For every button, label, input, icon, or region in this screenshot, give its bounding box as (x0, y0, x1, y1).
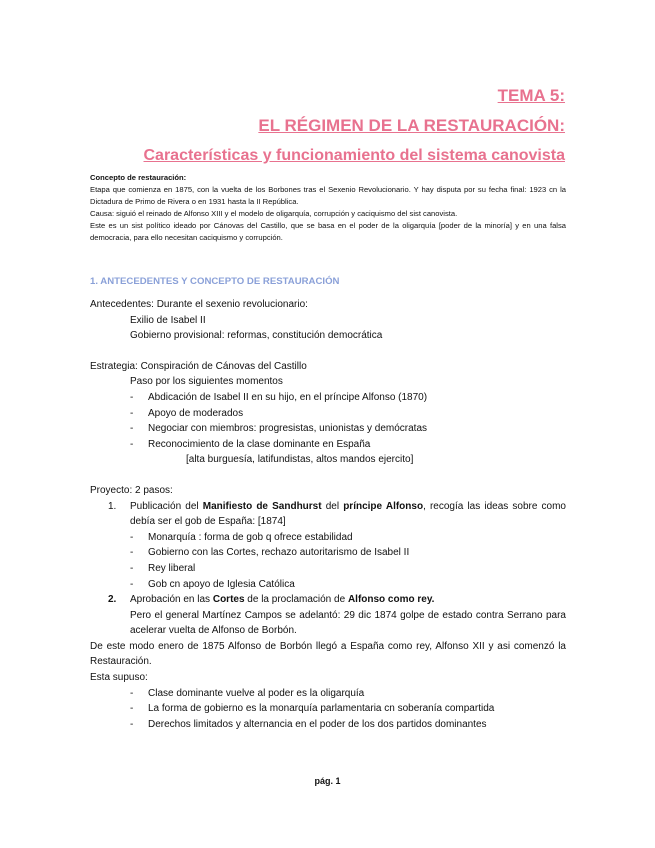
conclusion-line: De este modo enero de 1875 Alfonso de Borbón llegó a España como rey, Alfonso XII y asi comenzó la Restauración. (90, 640, 566, 668)
concept-heading: Concepto de restauración: (90, 173, 187, 182)
manifiesto-list (130, 530, 566, 592)
supuso-list (90, 686, 566, 733)
section-heading: 1. ANTECEDENTES Y CONCEPTO DE RESTAURACIÓN (90, 276, 340, 287)
list-item: - Negociar con miembros: progresistas, unionistas y demócratas (90, 421, 566, 437)
list-item: - Gob cn apoyo de Iglesia Católica (130, 577, 566, 593)
step-2 (90, 592, 566, 639)
list-item: - Reconocimiento de la clase dominante en España (90, 437, 566, 453)
list-item: - Monarquía : forma de gob q ofrece estabilidad (130, 530, 566, 546)
section-body (90, 297, 566, 732)
clase-note: [alta burguesía, latifundistas, altos mandos ejercito] (186, 454, 414, 466)
step-number: 2. (108, 594, 117, 606)
concept-causa: Causa: siguió el reinado de Alfonso XIII y el modelo de oligarquía, corrupción y caciquismo del sist canovista. (90, 209, 458, 218)
principe-bold: príncipe Alfonso (343, 500, 424, 512)
step-2-text: Aprobación en las Cortes de la proclamación de Alfonso como rey. (130, 594, 435, 606)
concept-sistema: Este es un sist político ideado por Cánovas del Castillo, que se basa en el poder de la oligarquía [poder de la minoría] y en una falsa democracia, para ello necesitan caciquismo y corrupción. (90, 221, 566, 242)
step-number: 1. (108, 500, 117, 512)
title-block (144, 86, 566, 166)
list-item: - Clase dominante vuelve al poder es la oligarquía (90, 686, 566, 702)
subtitle: Características y funcionamiento del sistema canovista (143, 147, 565, 164)
step-1-text: Publicación del Manifiesto de Sandhurst del príncipe Alfonso, recogía las ideas sobre como debía ser el gob de España: [1874] (130, 500, 566, 528)
tema-title: TEMA 5: (497, 86, 565, 105)
manifiesto-bold: Manifiesto de Sandhurst (202, 500, 322, 512)
step-1 (90, 499, 566, 593)
gobierno-line: Gobierno provisional: reformas, constitución democrática (130, 330, 383, 342)
step-2-detail: Pero el general Martínez Campos se adelantó: 29 dic 1874 golpe de estado contra Serrano para acelerar vuelta de Alfonso de Borbón. (130, 609, 566, 637)
momentos-list (90, 390, 566, 452)
page-number: pág. 1 (314, 776, 341, 786)
list-item: - Apoyo de moderados (90, 406, 566, 422)
list-item: - La forma de gobierno es la monarquía parlamentaria cn soberanía compartida (90, 701, 566, 717)
concept-etapa: Etapa que comienza en 1875, con la vuelta de los Borbones tras el Sexenio Revolucionario. Y hay disputa por su fecha final: 1923 cn la Dictadura de Primo de Rivera o en 1931 hasta la II República. (90, 185, 566, 206)
antecedentes-line: Antecedentes: Durante el sexenio revolucionario: (90, 299, 308, 310)
alfonso-rey-bold: Alfonso como rey. (347, 594, 435, 606)
list-item: - Gobierno con las Cortes, rechazo autoritarismo de Isabel II (130, 545, 566, 561)
list-item: - Derechos limitados y alternancia en el poder de los dos partidos dominantes (90, 717, 566, 733)
exilio-line: Exilio de Isabel II (130, 314, 206, 326)
estrategia-line: Estrategia: Conspiración de Cánovas del Castillo (90, 360, 307, 372)
proyecto-steps (90, 499, 566, 639)
cortes-bold: Cortes (212, 594, 245, 606)
supuso-line: Esta supuso: (90, 672, 148, 684)
proyecto-line: Proyecto: 2 pasos: (90, 484, 173, 496)
paso-line: Paso por los siguientes momentos (130, 376, 283, 388)
concept-block (90, 172, 566, 244)
regimen-title: EL RÉGIMEN DE LA RESTAURACIÓN: (258, 116, 565, 135)
list-item: - Abdicación de Isabel II en su hijo, en el príncipe Alfonso (1870) (90, 390, 566, 406)
list-item: - Rey liberal (130, 561, 566, 577)
